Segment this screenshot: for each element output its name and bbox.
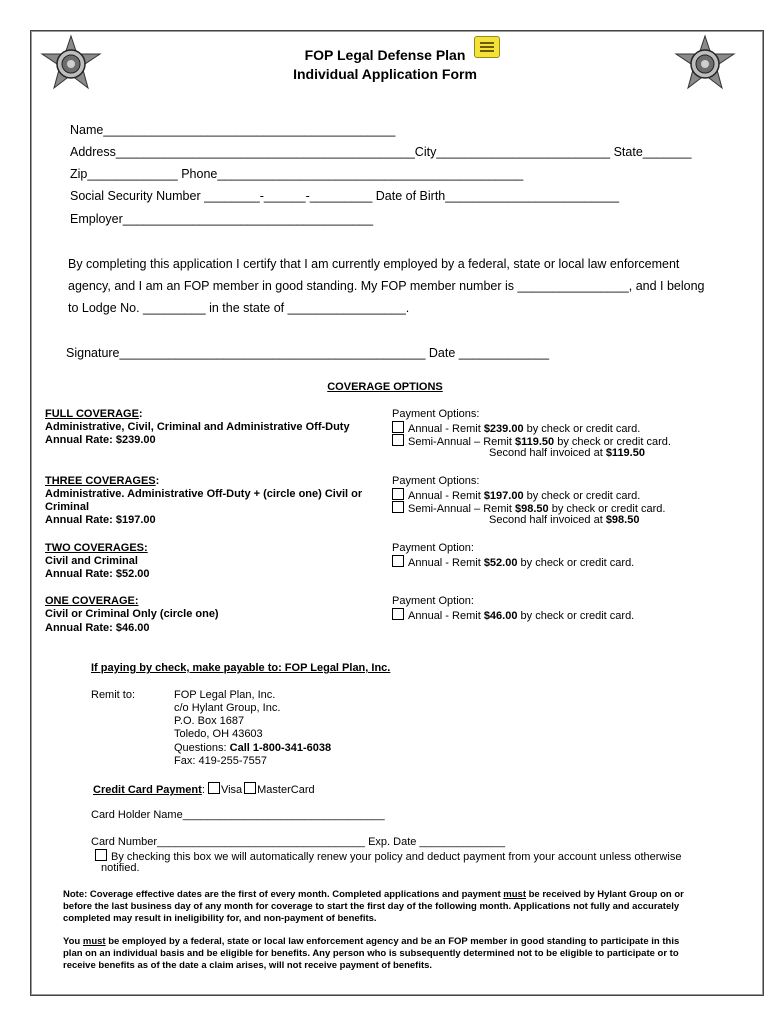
two-coverage-rate: Annual Rate: $52.00 [45,568,150,580]
full-payment-label: Payment Options: [392,408,480,420]
one-annual-option[interactable]: Annual - Remit $46.00 by check or credit card. [392,608,634,622]
full-semiannual-option[interactable]: Semi-Annual – Remit $119.50 by check or credit card. [392,434,671,448]
full-second-half: Second half invoiced at $119.50 [489,447,645,459]
card-number-field[interactable]: Card Number__________________________________ Exp. Date ______________ [91,836,506,848]
auto-renew-line-2: notified. [101,862,140,874]
signature-field[interactable]: Signature____________________________________________ Date _____________ [66,346,550,360]
checkbox[interactable] [392,608,404,620]
note-1-line-3: completed may result in ineligibility for, and non-payment of benefits. [63,913,377,924]
mastercard-checkbox[interactable] [244,782,256,794]
fop-star-seal-right [672,34,738,94]
form-title: FOP Legal Defense Plan [304,47,466,63]
one-coverage-rate: Annual Rate: $46.00 [45,622,150,634]
card-holder-field[interactable]: Card Holder Name_________________________________ [91,809,385,821]
note-2-line-2: plan on an individual basis and be eligible for benefits. Any person who is subsequently determined not to be eligible to participate or to [63,948,679,959]
visa-checkbox[interactable] [208,782,220,794]
checkbox[interactable] [392,555,404,567]
note-1-line-2: before the last business day of any month for coverage to start the first day of the following month. Applications not fully and accurately [63,901,680,912]
one-coverage-title: ONE COVERAGE: [45,595,139,607]
checkbox[interactable] [392,501,404,513]
two-coverage-desc: Civil and Criminal [45,555,138,567]
three-coverage-title: THREE COVERAGES: [45,475,160,487]
certification-line-1: By completing this application I certify that I am currently employed by a federal, state or local law enforcement [68,257,680,271]
three-coverage-rate: Annual Rate: $197.00 [45,514,156,526]
remit-address-4: Toledo, OH 43603 [174,728,263,740]
one-payment-label: Payment Option: [392,595,474,607]
credit-card-row: Credit Card Payment: Visa MasterCard [93,784,315,796]
certification-line-2: agency, and I am an FOP member in good standing. My FOP member number is ________________, and I belong [68,279,705,293]
full-annual-option[interactable]: Annual - Remit $239.00 by check or credit card. [392,421,640,435]
full-coverage-title: FULL COVERAGE: [45,408,143,420]
full-coverage-rate: Annual Rate: $239.00 [45,434,156,446]
sticky-note-icon[interactable] [474,36,500,58]
certification-line-3: to Lodge No. _________ in the state of _________________. [68,301,410,315]
two-payment-label: Payment Option: [392,542,474,554]
note-2-line-3: receive benefits as of the date a claim arises, will not receive payment of benefits. [63,960,433,971]
two-annual-option[interactable]: Annual - Remit $52.00 by check or credit card. [392,555,634,569]
remit-address-2: c/o Hylant Group, Inc. [174,702,281,714]
remit-label: Remit to: [91,689,136,701]
address-field[interactable]: Address___________________________________________City_________________________ State_______ [70,145,692,159]
three-payment-label: Payment Options: [392,475,480,487]
two-coverage-title: TWO COVERAGES: [45,542,148,554]
remit-address-3: P.O. Box 1687 [174,715,245,727]
name-field[interactable]: Name__________________________________________ [70,123,396,137]
three-second-half: Second half invoiced at $98.50 [489,514,640,526]
note-1-line-1: Note: Coverage effective dates are the first of every month. Completed applications and payment must be received by Hylant Group on or [63,889,684,900]
check-payable-heading: If paying by check, make payable to: FOP Legal Plan, Inc. [91,662,391,674]
checkbox[interactable] [392,434,404,446]
fax-line: Fax: 419-255-7557 [174,755,267,767]
questions-line: Questions: Call 1-800-341-6038 [174,742,332,754]
remit-address-1: FOP Legal Plan, Inc. [174,689,276,701]
auto-renew-checkbox[interactable] [95,849,107,861]
note-2-line-1: You must be employed by a federal, state or local law enforcement agency and be an FOP member in good standing to participate in this [63,936,680,947]
three-coverage-desc-2: Criminal [45,501,90,513]
three-coverage-desc-1: Administrative. Administrative Off-Duty + (circle one) Civil or [45,488,363,500]
checkbox[interactable] [392,488,404,500]
zip-phone-field[interactable]: Zip_____________ Phone____________________________________________ [70,167,524,181]
checkbox[interactable] [392,421,404,433]
form-subtitle: Individual Application Form [293,66,477,82]
one-coverage-desc: Civil or Criminal Only (circle one) [45,608,219,620]
three-semiannual-option[interactable]: Semi-Annual – Remit $98.50 by check or credit card. [392,501,665,515]
auto-renew-option[interactable]: By checking this box we will automatically renew your policy and deduct payment from your account unless otherwise [95,849,681,863]
fop-star-seal-left [38,34,104,94]
ssn-dob-field[interactable]: Social Security Number ________-______-_________ Date of Birth_________________________ [70,189,620,203]
full-coverage-desc: Administrative, Civil, Criminal and Administrative Off-Duty [45,421,350,433]
three-annual-option[interactable]: Annual - Remit $197.00 by check or credit card. [392,488,640,502]
coverage-heading: COVERAGE OPTIONS [327,381,443,393]
employer-field[interactable]: Employer____________________________________ [70,212,374,226]
